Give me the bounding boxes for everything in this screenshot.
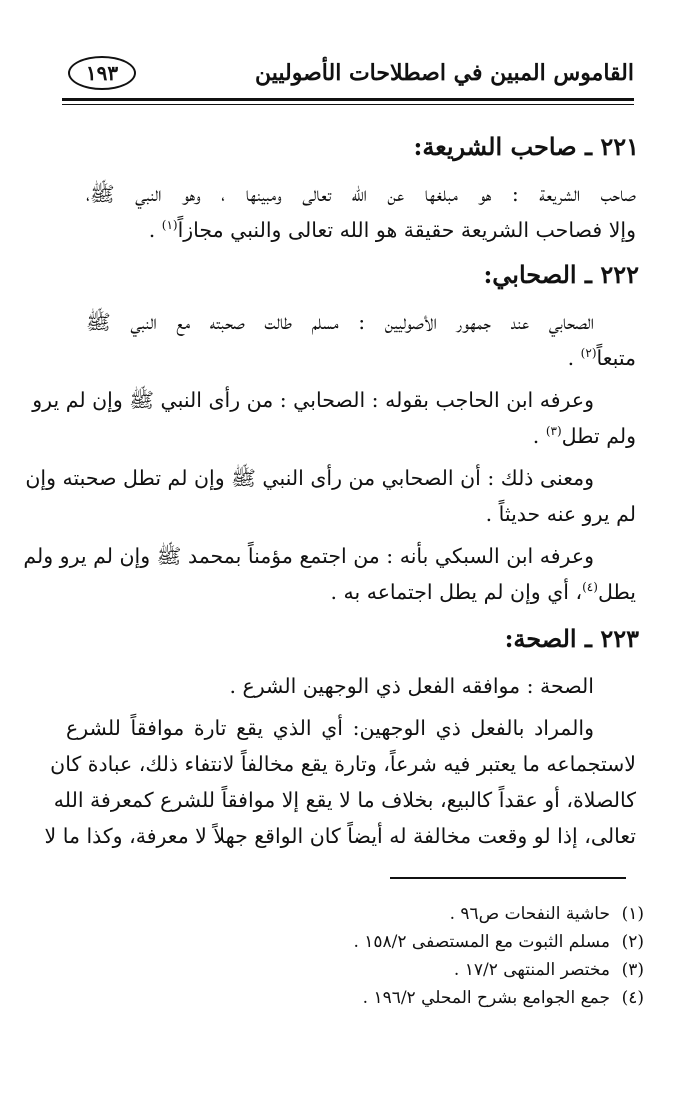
text-line: والمراد بالفعل ذي الوجهين: أي الذي يقع تارة موافقاً للشرع (66, 716, 594, 740)
header-rule-thick (62, 98, 634, 101)
footnote-text: جمع الجوامع بشرح المحلي ١٩٦/٢ . (362, 988, 610, 1008)
footnote-number: (٢) (621, 932, 644, 952)
footnote-ref: (١) (161, 218, 178, 233)
heading-221: ٢٢١ ـ صاحب الشريعة: (413, 132, 639, 161)
footnote (450, 904, 644, 924)
text-line: كالصلاة، أو عقداً كالبيع، بخلاف ما لا يقع إلا موافقاً للشرع كمعرفة الله (53, 788, 636, 812)
footnote-separator (390, 877, 626, 879)
footnote-text: مختصر المنتهى ١٧/٢ . (453, 960, 610, 980)
text-line (56, 218, 636, 242)
page-number: ١٩٣ (68, 56, 136, 90)
text-line: لاستجماعه ما يعتبر فيه شرعاً، وتارة يقع مخالفاً لانتفاء ذلك، عبادة كان (50, 752, 636, 776)
footnote-ref: (٣) (545, 424, 562, 439)
footnote-number: (٤) (621, 988, 644, 1008)
text-segment: وإلا فصاحب الشريعة حقيقة هو الله تعالى والنبي مجازاً (177, 218, 636, 242)
text-line: تعالى، إذا لو وقعت مخالفة له أيضاً كان الواقع جهلاً لا معرفة، وكذا ما لا (44, 824, 636, 848)
text-line (86, 424, 636, 448)
text-segment: يطل (597, 580, 636, 604)
text-segment: متبعاً (596, 346, 636, 370)
footnote-ref: (٢) (580, 346, 597, 361)
text-line: وعرفه ابن السبكي بأنه : من اجتمع مؤمناً بمحمد ﷺ وإن لم يرو ولم (23, 544, 594, 568)
running-title: القاموس المبين في اصطلاحات الأصوليين (255, 60, 634, 86)
heading-222: ٢٢٢ ـ الصحابي: (483, 260, 639, 289)
text-line: ومعنى ذلك : أن الصحابي من رأى النبي ﷺ وإن لم تطل صحبته وإن (25, 466, 594, 490)
text-segment: . (148, 218, 162, 242)
footnote (454, 960, 644, 980)
footnote-text: مسلم الثبوت مع المستصفى ١٥٨/٢ . (353, 932, 610, 952)
text-line: الصحابي عند جمهور الأصوليين : مسلم طالت صحبته مع النبي ﷺ (86, 310, 594, 334)
footnote (353, 932, 644, 952)
footnote (363, 988, 644, 1008)
text-line: صاحب الشريعة : هو مبلغها عن الله تعالى ومبينها ، وهو النبي ﷺ، (86, 182, 636, 206)
text-line (86, 346, 636, 370)
heading-223: ٢٢٣ ـ الصحة: (504, 624, 639, 653)
footnote-number: (٣) (621, 960, 644, 980)
text-segment: . (567, 346, 581, 370)
text-line: لم يرو عنه حديثاً . (485, 502, 636, 526)
text-line (66, 580, 636, 604)
text-segment: . (532, 424, 546, 448)
text-segment: ، أي وإن لم يطل اجتماعه به . (330, 580, 583, 604)
page-header (62, 54, 634, 98)
header-rule-thin (62, 104, 634, 105)
text-segment: ولم تطل (561, 424, 636, 448)
text-line: وعرفه ابن الحاجب بقوله : الصحابي : من رأى النبي ﷺ وإن لم يرو (32, 388, 594, 412)
footnote-number: (١) (621, 904, 644, 924)
footnote-text: حاشية النفحات ص٩٦ . (449, 904, 610, 924)
footnote-ref: (٤) (582, 580, 598, 595)
text-line: الصحة : موافقه الفعل ذي الوجهين الشرع . (229, 674, 594, 698)
